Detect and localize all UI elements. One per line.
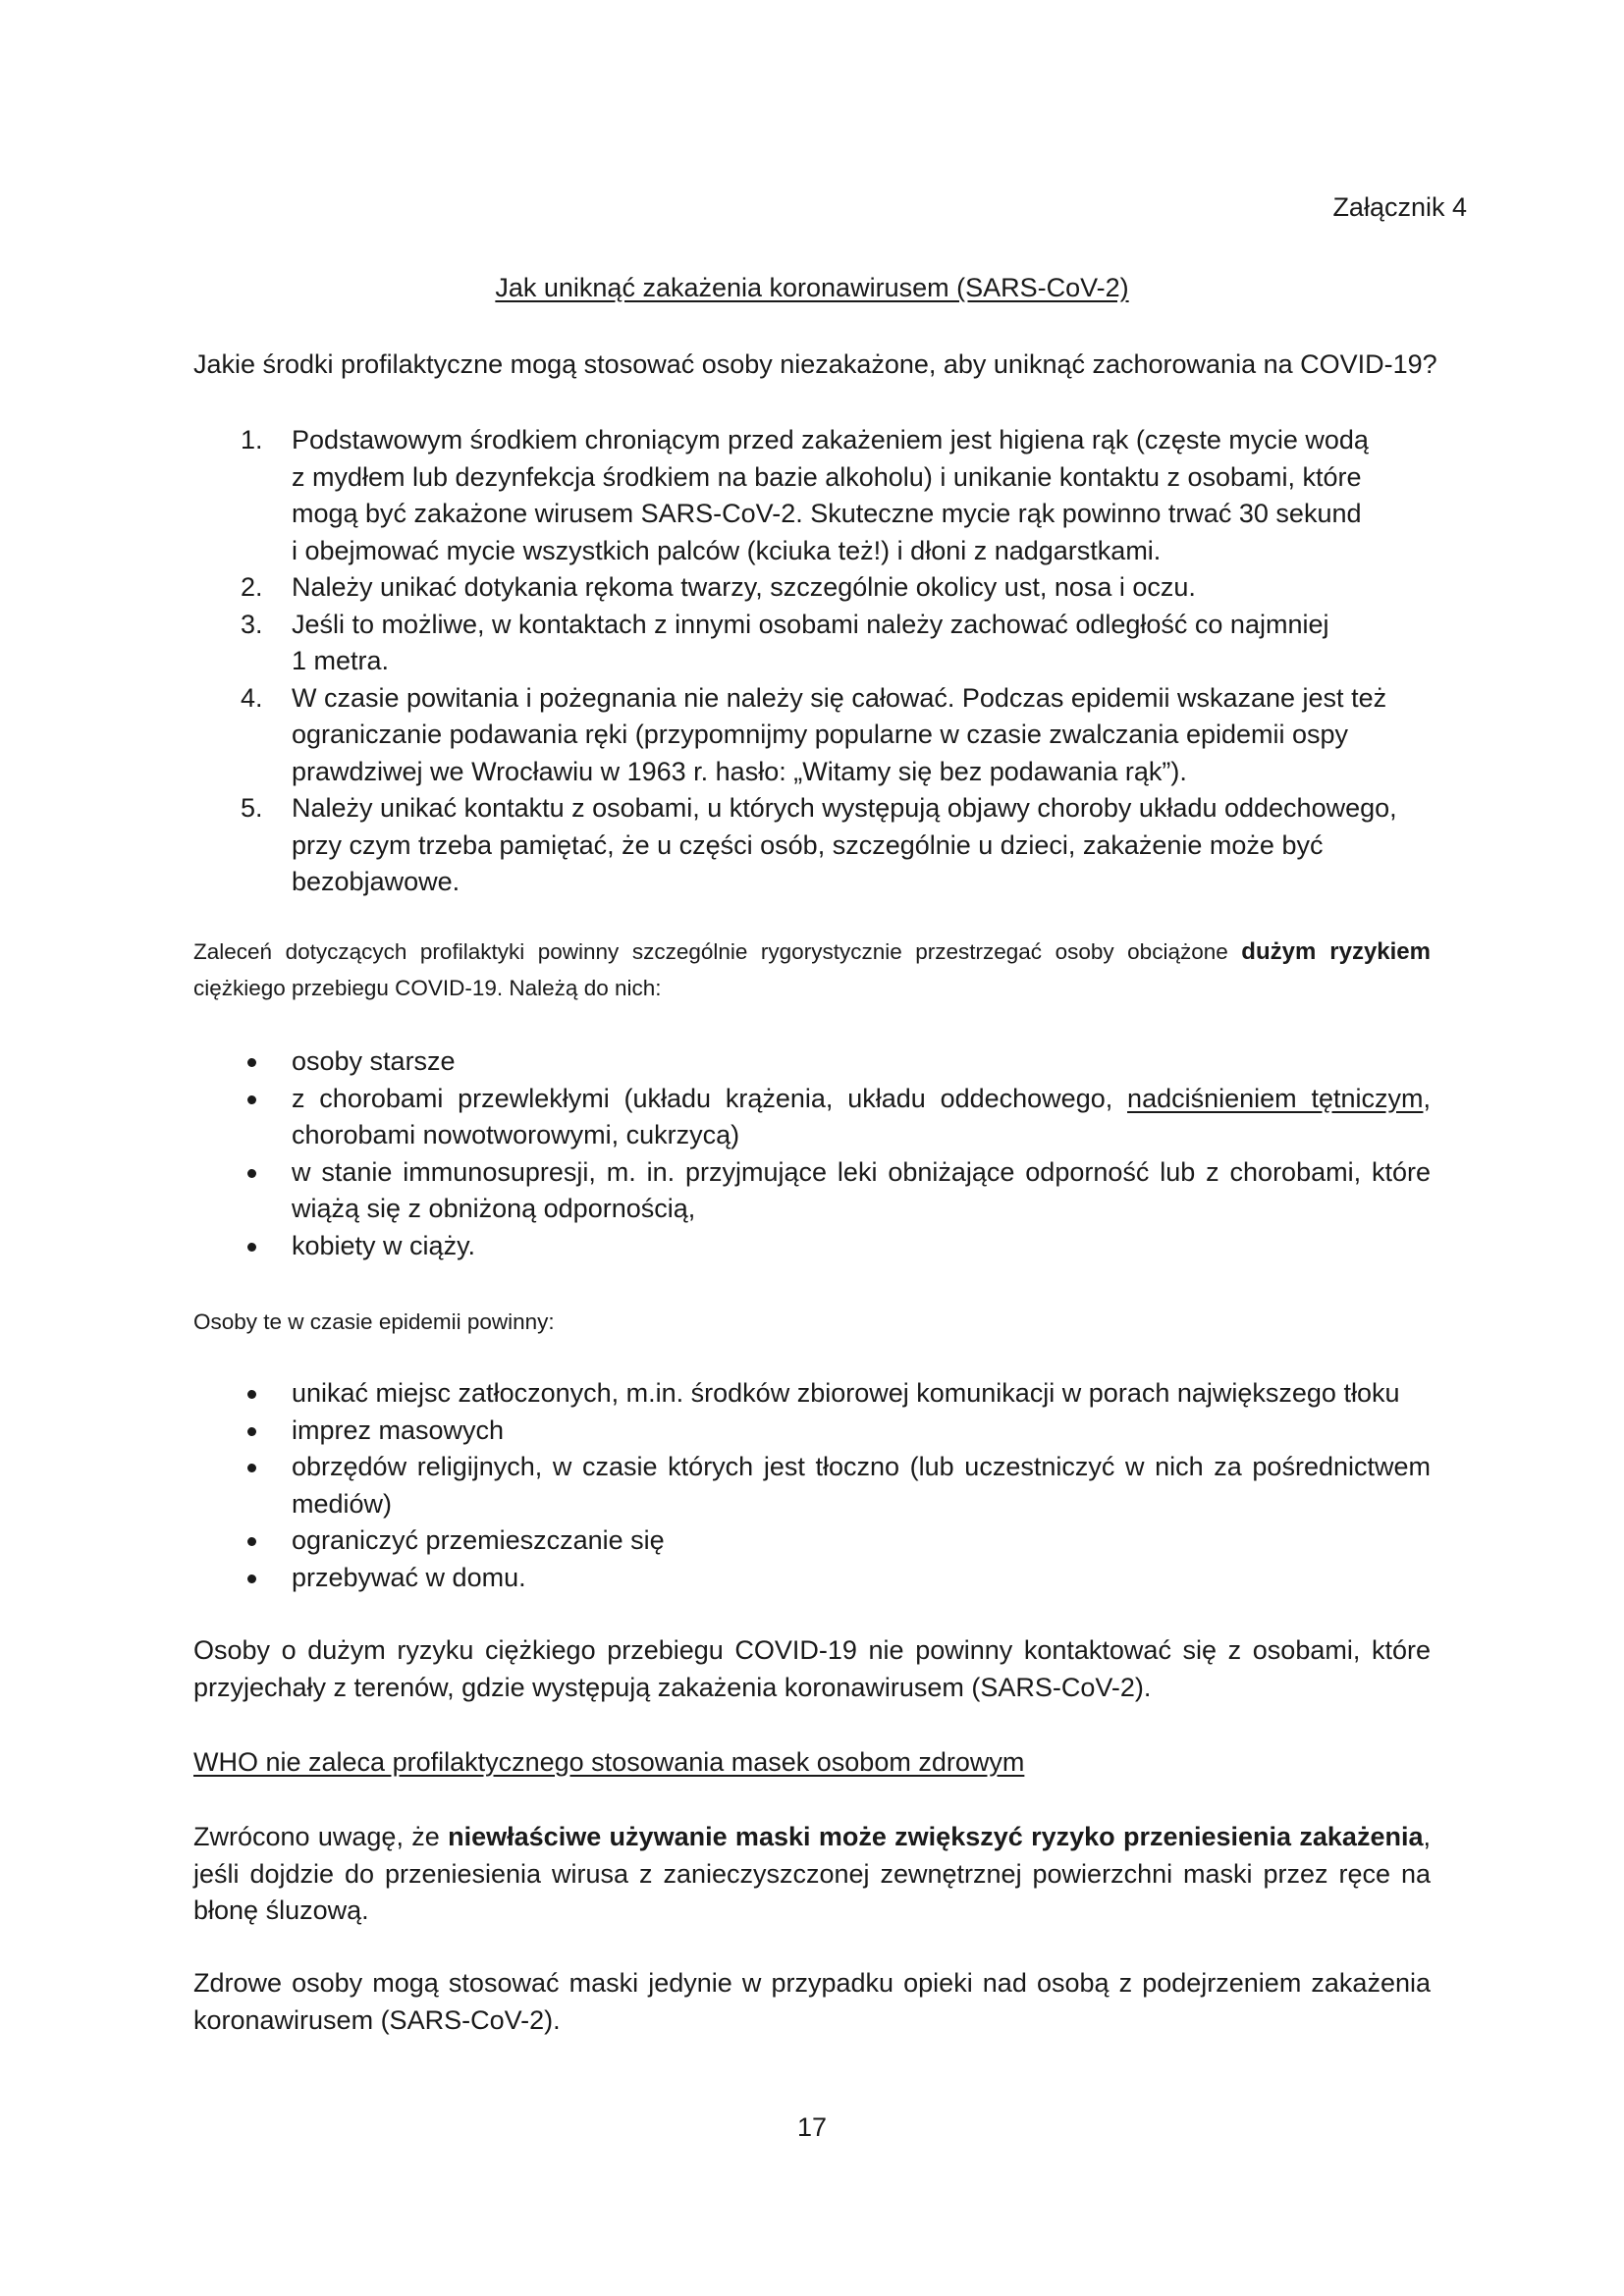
healthy-paragraph: Zdrowe osoby mogą stosować maski jedynie w przypadku opieki nad osobą z podejrzeniem zakażenia koronawirusem (SARS-CoV-2). bbox=[193, 1968, 1431, 2035]
list-item bbox=[193, 790, 1431, 901]
list-item bbox=[193, 1522, 1431, 1560]
list-item bbox=[193, 1375, 1431, 1413]
risk-groups-list bbox=[193, 1043, 1431, 1264]
item-line: z mydłem lub dezynfekcja środkiem na bazie alkoholu) i unikanie kontaktu z osobami, które bbox=[292, 461, 1362, 492]
bullet-icon bbox=[247, 1464, 256, 1472]
list-item bbox=[193, 1043, 1431, 1081]
item-number: 4. bbox=[241, 682, 263, 713]
bullet-icon bbox=[247, 1537, 256, 1546]
document-title bbox=[0, 273, 1624, 303]
mask-paragraph bbox=[193, 1819, 1431, 1930]
high-risk-paragraph: Osoby o dużym ryzyku ciężkiego przebiegu COVID-19 nie powinny kontaktować się z osobami, które przyjechały z terenów, gdzie występują zakażenia koronawirusem (SARS-CoV-2). bbox=[193, 1635, 1431, 1702]
page-number: 17 bbox=[796, 2112, 828, 2142]
item-text: w stanie immunosupresji, m. in. przyjmujące leki obniżające odporność lub z chorobami, które wiążą się z obniżoną odpornością, bbox=[292, 1156, 1431, 1223]
item-line: i obejmować mycie wszystkich palców (kciuka też!) i dłoni z nadgarstkami. bbox=[292, 535, 1162, 565]
item-line: Należy unikać kontaktu z osobami, u których występują objawy choroby układu oddechowego, bbox=[292, 793, 1397, 823]
risk-intro-text-end: ciężkiego przebiegu COVID-19. Należą do nich: bbox=[193, 976, 662, 1000]
item-number: 3. bbox=[241, 609, 263, 639]
mask-text-end: , jeśli dojdzie do przeniesienia wirusa z zanieczyszczonej zewnętrznej powierzchni maski przez ręce na błonę śluzową. bbox=[193, 1822, 1431, 1925]
item-number: 1. bbox=[241, 425, 263, 454]
item-text: osoby starsze bbox=[292, 1046, 456, 1076]
item-line: Jeśli to możliwe, w kontaktach z innymi osobami należy zachować odległość co najmniej bbox=[292, 609, 1329, 639]
item-line: Podstawowym środkiem chroniącym przed zakażeniem jest higiena rąk (częste mycie wodą bbox=[292, 425, 1369, 454]
bullet-icon bbox=[247, 1427, 256, 1436]
during-epidemic-intro: Osoby te w czasie epidemii powinny: bbox=[193, 1309, 555, 1334]
bullet-icon bbox=[247, 1169, 256, 1178]
list-item bbox=[193, 1413, 1431, 1450]
item-text: przebywać w domu. bbox=[292, 1562, 526, 1592]
item-text: kobiety w ciąży. bbox=[292, 1230, 476, 1260]
document-title-text: Jak uniknąć zakażenia koronawirusem (SARS-CoV-2) bbox=[495, 273, 1129, 302]
item-line: przy czym trzeba pamiętać, że u części osób, szczególnie u dzieci, zakażenie może być bbox=[292, 829, 1324, 860]
item-line: ograniczanie podawania ręki (przypomnijmy popularne w czasie zwalczania epidemii ospy bbox=[292, 720, 1349, 749]
list-item bbox=[193, 1154, 1431, 1228]
mask-text: Zwrócono uwagę, że bbox=[193, 1822, 449, 1851]
bullet-icon bbox=[247, 1390, 256, 1399]
bullet-icon bbox=[247, 1575, 256, 1583]
who-heading bbox=[193, 1744, 1431, 1782]
list-item bbox=[193, 1449, 1431, 1522]
annex-label: Załącznik 4 bbox=[1332, 192, 1467, 222]
prevention-list bbox=[193, 422, 1431, 901]
item-line: 1 metra. bbox=[292, 646, 390, 675]
item-text: obrzędów religijnych, w czasie których jest tłoczno (lub uczestniczyć w nich za pośrednictwem mediów) bbox=[292, 1452, 1431, 1519]
list-item bbox=[193, 569, 1431, 607]
risk-intro-bold: dużym ryzykiem bbox=[1241, 938, 1431, 965]
item-number: 5. bbox=[241, 793, 263, 823]
bullet-icon bbox=[247, 1095, 256, 1104]
list-item bbox=[193, 422, 1431, 569]
intro-question: Jakie środki profilaktyczne mogą stosować osoby niezakażone, aby uniknąć zachorowania na COVID-19? bbox=[193, 349, 1437, 379]
who-heading-text: WHO nie zaleca profilaktycznego stosowania masek osobom zdrowym bbox=[193, 1747, 1025, 1777]
list-item bbox=[193, 1560, 1431, 1597]
hypertension-link[interactable]: nadciśnieniem tętniczym bbox=[1127, 1083, 1424, 1113]
item-line: bezobjawowe. bbox=[292, 867, 460, 896]
item-line: W czasie powitania i pożegnania nie należy się całować. Podczas epidemii wskazane jest też bbox=[292, 682, 1387, 713]
mask-bold: niewłaściwe używanie maski może zwiększyć ryzyko przeniesienia zakażenia bbox=[448, 1822, 1424, 1851]
list-item bbox=[193, 1228, 1431, 1265]
list-item bbox=[193, 1081, 1431, 1154]
list-item bbox=[193, 607, 1431, 680]
bullet-icon bbox=[247, 1058, 256, 1067]
risk-intro-paragraph bbox=[193, 934, 1431, 1006]
item-line: mogą być zakażone wirusem SARS-CoV-2. Skuteczne mycie rąk powinno trwać 30 sekund bbox=[292, 499, 1362, 528]
item-text: z chorobami przewlekłymi (układu krążenia, układu oddechowego, bbox=[292, 1083, 1128, 1113]
risk-intro-text: Zaleceń dotyczących profilaktyki powinny szczególnie rygorystycznie przestrzegać osoby obciążone bbox=[193, 939, 1242, 964]
item-text: ograniczyć przemieszczanie się bbox=[292, 1525, 665, 1555]
item-text: imprez masowych bbox=[292, 1415, 505, 1445]
bullet-icon bbox=[247, 1243, 256, 1252]
item-number: 2. bbox=[241, 572, 263, 602]
item-text: unikać miejsc zatłoczonych, m.in. środków zbiorowej komunikacji w porach największego tłoku bbox=[292, 1378, 1400, 1408]
item-text-end: , chorobami nowotworowymi, cukrzycą) bbox=[292, 1083, 1431, 1149]
item-line: Należy unikać dotykania rękoma twarzy, szczególnie okolicy ust, nosa i oczu. bbox=[292, 572, 1196, 602]
list-item bbox=[193, 680, 1431, 791]
during-epidemic-list bbox=[193, 1375, 1431, 1596]
item-line: prawdziwej we Wrocławiu w 1963 r. hasło: „Witamy się bez podawania rąk”). bbox=[292, 756, 1187, 786]
